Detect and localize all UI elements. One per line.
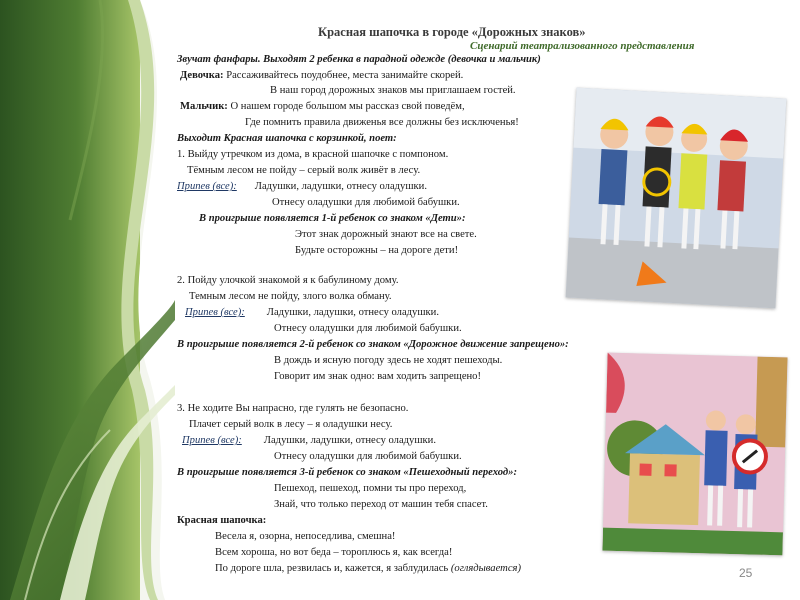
chorus-label: Припев (все):: [177, 181, 237, 192]
line-text: Ладушки, ладушки, отнесу оладушки.: [254, 181, 427, 192]
song-line: Тёмным лесом не пойду – серый волк живёт в лесу.: [187, 165, 421, 176]
chorus-line: [177, 180, 427, 194]
dialogue-line: В наш город дорожных знаков мы приглашаем гостей.: [270, 85, 516, 96]
photo-illustration: [566, 88, 787, 309]
stage-direction: В проигрыше появляется 3-й ребенок со знаком «Пешеходный переход»:: [177, 467, 518, 478]
page-subtitle: Сценарий театрализованного представления: [470, 40, 695, 52]
verse-line: [215, 562, 521, 576]
song-line: 2. Пойду улочкой знакомой я к бабулиному дому.: [177, 275, 399, 286]
verse-line: Пешеход, пешеход, помни ты про переход,: [274, 483, 467, 494]
page-number: 25: [739, 566, 753, 580]
speaker-name: Мальчик:: [180, 101, 228, 112]
song-line: 3. Не ходите Вы напрасно, где гулять не безопасно.: [177, 403, 409, 414]
chorus-line: Отнесу оладушки для любимой бабушки.: [274, 451, 462, 462]
chorus-label: Припев (все):: [182, 435, 242, 446]
chorus-line: [185, 306, 439, 320]
song-line: Плачет серый волк в лесу – я оладушки несу.: [189, 419, 393, 430]
verse-line: Всем хороша, но вот беда – тороплюсь я, как всегда!: [215, 547, 453, 558]
decorative-green-panel: [0, 0, 175, 600]
verse-line: Весела я, озорна, непоседлива, смешна!: [215, 531, 396, 542]
chorus-label: Припев (все):: [185, 307, 245, 318]
stage-direction: В проигрыше появляется 1-й ребенок со знаком «Дети»:: [199, 213, 466, 224]
dialogue-line: [180, 100, 465, 114]
stage-remark: (оглядывается): [450, 563, 521, 574]
page-title: Красная шапочка в городе «Дорожных знаков»: [318, 25, 586, 39]
speaker-heading: Красная шапочка:: [177, 515, 267, 526]
stage-direction: Выходит Красная шапочка с корзинкой, поет:: [177, 133, 397, 144]
stage-direction: Звучат фанфары. Выходят 2 ребенка в парадной одежде (девочка и мальчик): [177, 54, 541, 65]
line-text: Ладушки, ладушки, отнесу оладушки.: [263, 435, 436, 446]
photo-illustration: [602, 353, 787, 556]
line-text: Рассаживайтесь поудобнее, места занимайте скорей.: [223, 70, 464, 81]
song-line: 1. Выйду утречком из дома, в красной шапочке с помпоном.: [177, 149, 449, 160]
stage-direction: В проигрыше появляется 2-й ребенок со знаком «Дорожное движение запрещено»:: [177, 339, 569, 350]
verse-line: В дождь и ясную погоду здесь не ходят пешеходы.: [274, 355, 503, 366]
chorus-line: Отнесу оладушки для любимой бабушки.: [274, 323, 462, 334]
verse-line: Говорит им знак одно: вам ходить запрещено!: [274, 371, 482, 382]
dialogue-line: Где помнить правила движенья все должны без исключенья!: [245, 117, 519, 128]
chorus-line: Отнесу оладушки для любимой бабушки.: [272, 197, 460, 208]
line-text: По дороге шла, резвилась и, кажется, я заблудилась: [215, 563, 451, 574]
photo-children-performance: [566, 88, 787, 309]
dialogue-line: [180, 69, 463, 83]
verse-line: Будьте осторожны – на дороге дети!: [295, 245, 459, 256]
verse-line: Этот знак дорожный знают все на свете.: [295, 229, 477, 240]
verse-line: Знай, что только переход от машин тебя спасет.: [274, 499, 488, 510]
line-text: Ладушки, ладушки, отнесу оладушки.: [266, 307, 439, 318]
line-text: О нашем городе большом мы рассказ свой поведём,: [227, 101, 465, 112]
photo-stage-scene: [602, 353, 787, 556]
chorus-line: [182, 434, 436, 448]
song-line: Темным лесом не пойду, злого волка обману.: [189, 291, 392, 302]
speaker-name: Девочка:: [180, 70, 224, 81]
